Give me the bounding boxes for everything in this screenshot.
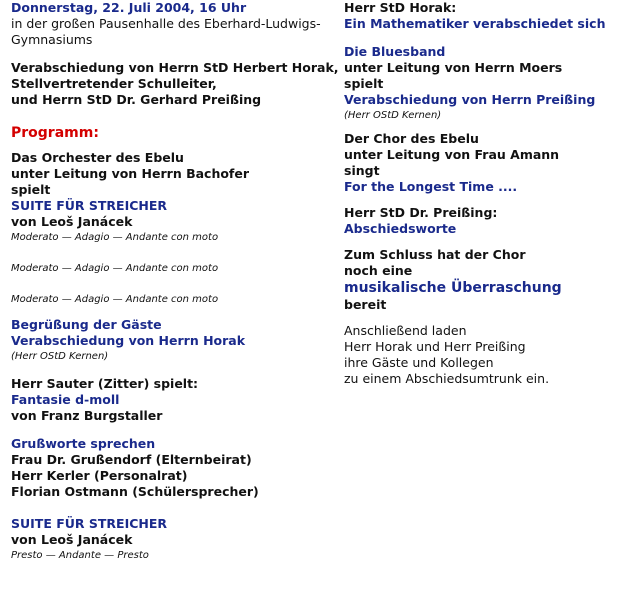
closing-line-2: Herr Horak und Herr Preißing xyxy=(344,339,526,354)
suite-title-1: SUITE FÜR STREICHER xyxy=(11,198,168,213)
closing-line-1: Anschließend laden xyxy=(344,323,467,338)
tempo-line-3: Moderato — Adagio — Andante con moto xyxy=(11,294,219,305)
venue-line-2: Gymnasiums xyxy=(11,32,93,47)
preissing-farewell: Verabschiedung von Herrn Preißing xyxy=(344,92,596,107)
zither-composer: von Franz Burgstaller xyxy=(11,408,163,423)
greetings-heading: Grußworte sprechen xyxy=(11,436,156,451)
bluesband-plays: spielt xyxy=(344,76,384,91)
horak-speaker: (Herr OStD Kernen) xyxy=(11,351,109,362)
finale-line-1: Zum Schluss hat der Chor xyxy=(344,247,526,262)
finale-line-2: noch eine xyxy=(344,263,413,278)
horak-speech-1: Herr StD Horak: xyxy=(344,0,457,15)
closing-line-4: zu einem Abschiedsumtrunk ein. xyxy=(344,371,550,386)
zither-piece: Fantasie d-moll xyxy=(11,392,120,407)
left-column xyxy=(11,0,339,563)
suite-composer-1: von Leoš Janácek xyxy=(11,214,133,229)
greeting-2: Herr Kerler (Personalrat) xyxy=(11,468,188,483)
tempo-line-1: Moderato — Adagio — Andante con moto xyxy=(11,232,219,243)
choir-song: For the Longest Time .... xyxy=(344,179,518,194)
closing-line-3: ihre Gäste und Kollegen xyxy=(344,355,494,370)
farewell-line-1: Verabschiedung von Herrn StD Herbert Horak, xyxy=(11,60,339,75)
farewell-line-2: Stellvertretender Schulleiter, xyxy=(11,76,217,91)
event-date: Donnerstag, 22. Juli 2004, 16 Uhr xyxy=(11,0,247,15)
right-column xyxy=(344,0,624,387)
venue-line-1: in der großen Pausenhalle des Eberhard-Ludwigs- xyxy=(11,16,321,31)
suite-composer-2: von Leoš Janácek xyxy=(11,532,133,547)
tempo-line-2: Moderato — Adagio — Andante con moto xyxy=(11,263,219,274)
finale-line-3: musikalische Überraschung xyxy=(344,280,562,296)
suite-title-2: SUITE FÜR STREICHER xyxy=(11,516,168,531)
orchestra-line-1: Das Orchester des Ebelu xyxy=(11,150,184,165)
farewell-line-3: und Herrn StD Dr. Gerhard Preißing xyxy=(11,92,262,107)
choir-line-2: unter Leitung von Frau Amann xyxy=(344,147,560,162)
tempo-line-4: Presto — Andante — Presto xyxy=(11,550,149,561)
orchestra-line-3: spielt xyxy=(11,182,51,197)
welcome-line: Begrüßung der Gäste xyxy=(11,317,162,332)
bluesband: Die Bluesband xyxy=(344,44,446,59)
horak-speech-2: Ein Mathematiker verabschiedet sich xyxy=(344,16,606,31)
greeting-3: Florian Ostmann (Schülersprecher) xyxy=(11,484,259,499)
programme-heading: Programm: xyxy=(11,125,99,141)
preissing-speech-2: Abschiedsworte xyxy=(344,221,457,236)
bluesband-leader: unter Leitung von Herrn Moers xyxy=(344,60,563,75)
choir-line-1: Der Chor des Ebelu xyxy=(344,131,479,146)
preissing-speech-1: Herr StD Dr. Preißing: xyxy=(344,205,498,220)
orchestra-line-2: unter Leitung von Herrn Bachofer xyxy=(11,166,250,181)
preissing-speaker: (Herr OStD Kernen) xyxy=(344,110,442,121)
horak-farewell: Verabschiedung von Herrn Horak xyxy=(11,333,246,348)
finale-line-4: bereit xyxy=(344,297,387,312)
greeting-1: Frau Dr. Grußendorf (Elternbeirat) xyxy=(11,452,252,467)
choir-line-3: singt xyxy=(344,163,380,178)
zither-line: Herr Sauter (Zitter) spielt: xyxy=(11,376,199,391)
